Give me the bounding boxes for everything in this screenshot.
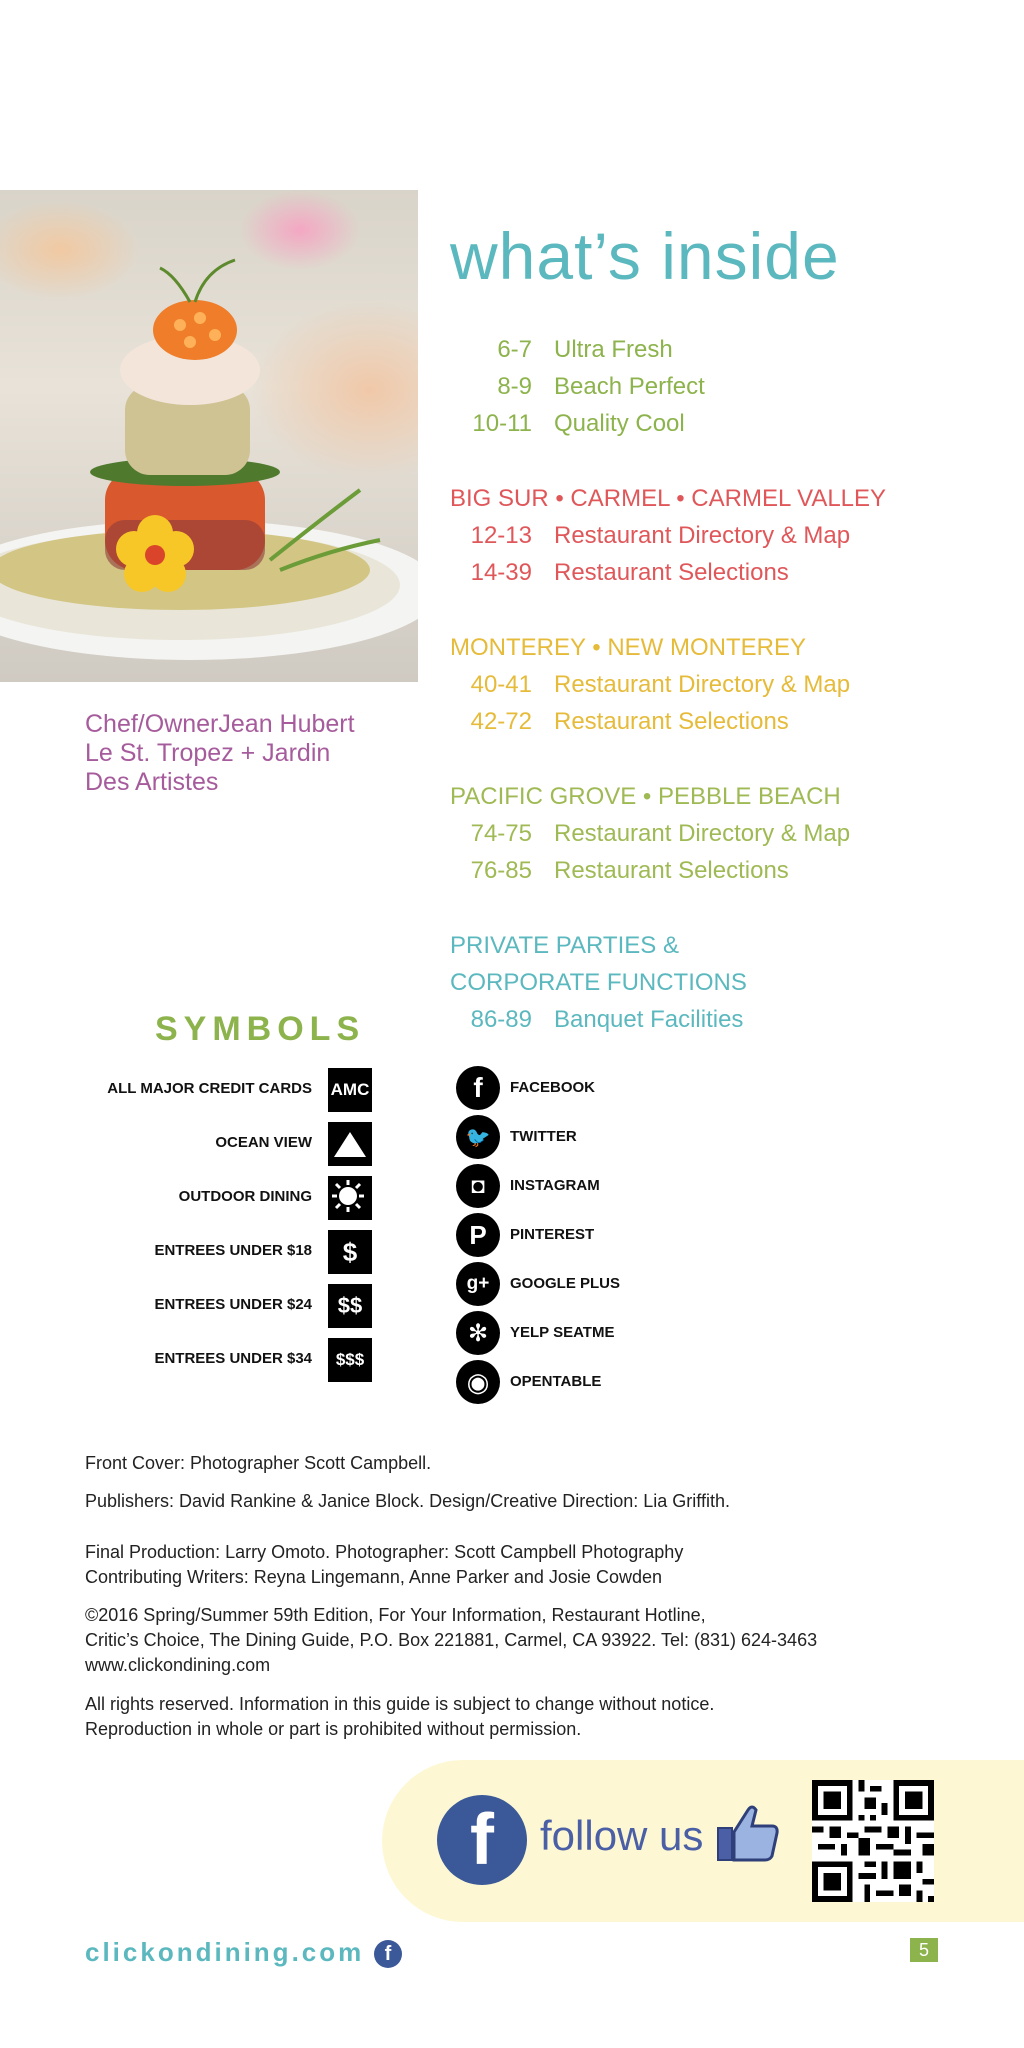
toc-label: Restaurant Directory & Map bbox=[554, 671, 851, 698]
dollar-icon: $$ bbox=[328, 1284, 372, 1328]
credit-card-icon: AMC bbox=[328, 1068, 372, 1112]
photo-caption bbox=[85, 710, 405, 797]
social-label: INSTAGRAM bbox=[510, 1177, 600, 1194]
toc-item[interactable] bbox=[450, 522, 850, 550]
credit-website[interactable]: www.clickondining.com bbox=[85, 1655, 271, 1675]
website-link[interactable]: clickondining.com bbox=[85, 1937, 365, 1967]
section-heading-monterey: MONTEREY • NEW MONTEREY bbox=[450, 634, 806, 661]
symbol-row bbox=[40, 1284, 372, 1328]
twitter-icon[interactable]: 🐦 bbox=[456, 1115, 500, 1159]
toc-label: Restaurant Directory & Map bbox=[554, 820, 851, 847]
facebook-icon[interactable]: f bbox=[437, 1795, 527, 1885]
toc-pages: 40-41 bbox=[470, 671, 532, 698]
credit-rights bbox=[85, 1692, 965, 1742]
social-label: GOOGLE PLUS bbox=[510, 1275, 621, 1292]
credit-line: Contributing Writers: Reyna Lingemann, Anne Parker and Josie Cowden bbox=[85, 1567, 662, 1587]
toc-label: Banquet Facilities bbox=[554, 1006, 744, 1033]
toc-label: Restaurant Selections bbox=[554, 708, 789, 735]
toc-pages: 8-9 bbox=[497, 373, 532, 400]
sun-icon bbox=[328, 1176, 372, 1220]
pinterest-icon[interactable]: P bbox=[456, 1213, 500, 1257]
symbol-row bbox=[40, 1068, 372, 1112]
symbol-row bbox=[40, 1122, 372, 1166]
symbol-label: ENTREES UNDER $18 bbox=[154, 1242, 312, 1259]
toc-pages: 6-7 bbox=[497, 336, 532, 363]
section-heading-bigsur: BIG SUR • CARMEL • CARMEL VALLEY bbox=[450, 485, 887, 512]
toc-pages: 86-89 bbox=[470, 1006, 532, 1033]
toc-pages: 74-75 bbox=[470, 820, 532, 847]
follow-us-text[interactable]: follow us bbox=[540, 1812, 704, 1859]
instagram-icon[interactable]: ◘ bbox=[456, 1164, 500, 1208]
dollar-icon: $$$ bbox=[328, 1338, 372, 1382]
credit-line: Critic’s Choice, The Dining Guide, P.O. Box 221881, Carmel, CA 93922. Tel: (831) 624-3463 bbox=[85, 1630, 818, 1650]
qr-code[interactable] bbox=[812, 1780, 934, 1902]
credit-line: All rights reserved. Information in this guide is subject to change without notice. bbox=[85, 1694, 715, 1714]
section-heading-pacific: PACIFIC GROVE • PEBBLE BEACH bbox=[450, 783, 841, 810]
symbol-row bbox=[40, 1230, 372, 1274]
section-heading-private: PRIVATE PARTIES & bbox=[450, 932, 679, 959]
toc-pages: 76-85 bbox=[470, 857, 532, 884]
symbol-row bbox=[40, 1176, 372, 1220]
credit-edition bbox=[85, 1603, 965, 1678]
toc-pages: 14-39 bbox=[470, 559, 532, 586]
toc-pages: 42-72 bbox=[470, 708, 532, 735]
credit-production bbox=[85, 1540, 965, 1590]
credit-line: Reproduction in whole or part is prohibited without permission. bbox=[85, 1719, 582, 1739]
credit-line: ©2016 Spring/Summer 59th Edition, For Your Information, Restaurant Hotline, bbox=[85, 1605, 706, 1625]
toc-item[interactable] bbox=[450, 857, 789, 885]
symbols-title: SYMBOLS bbox=[155, 1010, 366, 1048]
toc-item[interactable] bbox=[450, 373, 705, 401]
social-label: OPENTABLE bbox=[510, 1373, 602, 1390]
toc-pages: 12-13 bbox=[470, 522, 532, 549]
social-label: YELP SEATME bbox=[510, 1324, 615, 1341]
toc-label: Quality Cool bbox=[554, 410, 685, 437]
caption-line: Chef/OwnerJean Hubert bbox=[85, 710, 355, 738]
google-plus-icon[interactable]: g+ bbox=[456, 1262, 500, 1306]
symbol-label: OUTDOOR DINING bbox=[178, 1188, 312, 1205]
toc-item[interactable] bbox=[450, 410, 685, 438]
social-label: PINTEREST bbox=[510, 1226, 595, 1243]
toc-item[interactable] bbox=[450, 820, 850, 848]
symbol-label: ENTREES UNDER $24 bbox=[154, 1296, 312, 1313]
toc-item[interactable] bbox=[450, 708, 789, 736]
credit-publishers: Publishers: David Rankine & Janice Block. Design/Creative Direction: Lia Griffith. bbox=[85, 1491, 730, 1511]
toc-label: Restaurant Selections bbox=[554, 857, 789, 884]
food-photo bbox=[0, 190, 418, 682]
caption-line: Des Artistes bbox=[85, 768, 219, 796]
toc-label: Ultra Fresh bbox=[554, 336, 673, 363]
thumbs-up-icon bbox=[714, 1802, 782, 1869]
toc-label: Beach Perfect bbox=[554, 373, 705, 400]
mountain-icon bbox=[328, 1122, 372, 1166]
section-heading-private: CORPORATE FUNCTIONS bbox=[450, 969, 747, 996]
page-number: 5 bbox=[910, 1938, 938, 1962]
credit-cover: Front Cover: Photographer Scott Campbell. bbox=[85, 1453, 432, 1473]
yelp-icon[interactable]: ✻ bbox=[456, 1311, 500, 1355]
social-label: FACEBOOK bbox=[510, 1079, 596, 1096]
toc-item[interactable] bbox=[450, 336, 673, 364]
toc-label: Restaurant Directory & Map bbox=[554, 522, 851, 549]
toc-pages: 10-11 bbox=[472, 410, 532, 437]
opentable-icon[interactable]: ◉ bbox=[456, 1360, 500, 1404]
social-label: TWITTER bbox=[510, 1128, 577, 1145]
toc-item[interactable] bbox=[450, 671, 850, 699]
toc-item[interactable] bbox=[450, 559, 789, 587]
caption-line: Le St. Tropez + Jardin bbox=[85, 739, 331, 767]
symbol-label: ENTREES UNDER $34 bbox=[154, 1350, 312, 1367]
toc-label: Restaurant Selections bbox=[554, 559, 789, 586]
page-title: what’s inside bbox=[450, 219, 840, 293]
toc-item[interactable] bbox=[450, 1006, 743, 1034]
facebook-icon[interactable]: f bbox=[374, 1940, 402, 1968]
symbol-row bbox=[40, 1338, 372, 1382]
dollar-icon: $ bbox=[328, 1230, 372, 1274]
credit-line: Final Production: Larry Omoto. Photographer: Scott Campbell Photography bbox=[85, 1542, 684, 1562]
symbol-label: ALL MAJOR CREDIT CARDS bbox=[107, 1080, 312, 1097]
facebook-icon[interactable]: f bbox=[456, 1066, 500, 1110]
symbol-label: OCEAN VIEW bbox=[215, 1134, 312, 1151]
